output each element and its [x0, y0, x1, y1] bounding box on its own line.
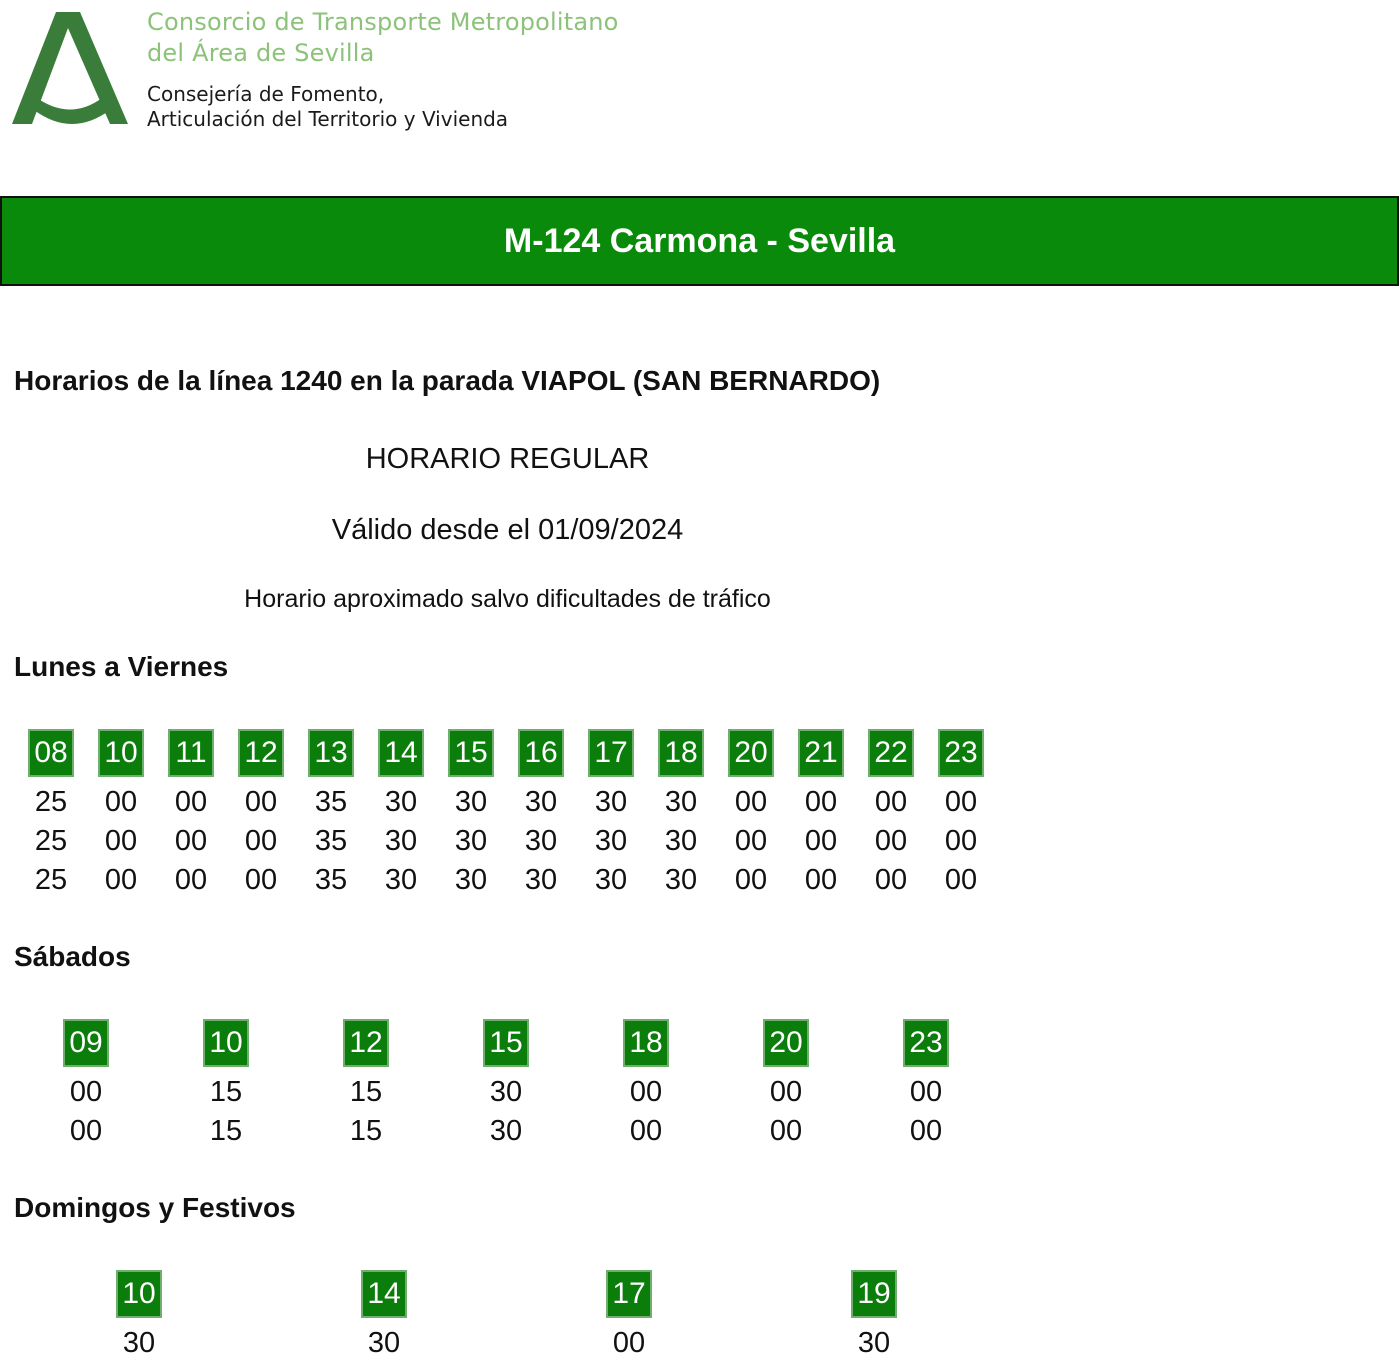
departure-minute: 35: [314, 786, 348, 818]
hour-badge: 19: [851, 1270, 897, 1318]
departure-minute: 30: [454, 786, 488, 818]
departure-minute: 00: [104, 786, 138, 818]
schedule-column: [436, 729, 506, 900]
hour-badge: 15: [448, 729, 494, 777]
hour-badge: 16: [518, 729, 564, 777]
departure-minute: 00: [244, 864, 278, 896]
hour-badge: 10: [116, 1270, 162, 1318]
departure-minute: 00: [734, 864, 768, 896]
schedule-column: [786, 729, 856, 900]
schedule-column: [594, 1270, 664, 1363]
departure-minute: 35: [314, 864, 348, 896]
hour-badge: 12: [238, 729, 284, 777]
departure-minute: 30: [594, 825, 628, 857]
valid-from: Válido desde el 01/09/2024: [331, 514, 684, 546]
departure-minute: 00: [944, 864, 978, 896]
departure-minute: 00: [874, 825, 908, 857]
departure-minute: 00: [612, 1327, 646, 1359]
schedule-column: [471, 1019, 541, 1151]
departure-minute: 30: [454, 864, 488, 896]
departure-minute: 30: [664, 864, 698, 896]
departure-minute: 00: [174, 825, 208, 857]
schedule-column: [51, 1019, 121, 1151]
hour-badge: 10: [203, 1019, 249, 1067]
departure-minute: 00: [734, 786, 768, 818]
departure-minute: 00: [804, 825, 838, 857]
hour-badge: 10: [98, 729, 144, 777]
schedule-column: [86, 729, 156, 900]
hour-badge: 12: [343, 1019, 389, 1067]
org-name-line2: del Área de Sevilla: [147, 39, 375, 67]
departure-minute: 30: [594, 864, 628, 896]
departure-minute: 00: [874, 864, 908, 896]
schedule-column: [296, 729, 366, 900]
hour-badge: 18: [623, 1019, 669, 1067]
departure-minute: 30: [122, 1327, 156, 1359]
schedule-column: [104, 1270, 174, 1363]
departure-minute: 00: [69, 1076, 103, 1108]
department-line1: Consejería de Fomento,: [147, 82, 385, 106]
schedule-column: [856, 729, 926, 900]
departure-minute: 00: [944, 786, 978, 818]
departure-minute: 30: [454, 825, 488, 857]
departure-minute: 30: [384, 864, 418, 896]
stop-heading: Horarios de la línea 1240 en la parada VIAPOL (SAN BERNARDO): [14, 365, 881, 396]
hour-badge: 18: [658, 729, 704, 777]
departure-minute: 00: [174, 864, 208, 896]
departure-minute: 30: [524, 864, 558, 896]
sundays-title: Domingos y Festivos: [14, 1192, 296, 1223]
hour-badge: 20: [728, 729, 774, 777]
departure-minute: 00: [629, 1115, 663, 1147]
schedule-column: [611, 1019, 681, 1151]
departure-minute: 00: [174, 786, 208, 818]
departure-minute: 00: [734, 825, 768, 857]
hour-badge: 20: [763, 1019, 809, 1067]
departure-minute: 00: [244, 825, 278, 857]
departure-minute: 30: [489, 1076, 523, 1108]
hour-badge: 21: [798, 729, 844, 777]
schedule-column: [891, 1019, 961, 1151]
schedule-column: [716, 729, 786, 900]
departure-minute: 15: [349, 1115, 383, 1147]
schedule-column: [16, 729, 86, 900]
departure-minute: 00: [769, 1076, 803, 1108]
departure-minute: 00: [909, 1115, 943, 1147]
departure-minute: 25: [34, 825, 68, 857]
route-title: M-124 Carmona - Sevilla: [503, 221, 896, 260]
hour-badge: 17: [606, 1270, 652, 1318]
departure-minute: 30: [384, 786, 418, 818]
schedule-column: [331, 1019, 401, 1151]
departure-minute: 30: [857, 1327, 891, 1359]
hour-badge: 11: [168, 729, 214, 777]
departure-minute: 30: [367, 1327, 401, 1359]
schedule-column: [349, 1270, 419, 1363]
departure-minute: 15: [209, 1115, 243, 1147]
schedule-type: HORARIO REGULAR: [365, 443, 650, 475]
departure-minute: 15: [209, 1076, 243, 1108]
route-title-bar: [0, 196, 1399, 286]
org-name-line1: Consorcio de Transporte Metropolitano: [147, 8, 619, 36]
schedule-column: [226, 729, 296, 900]
departure-minute: 25: [34, 786, 68, 818]
departure-minute: 00: [944, 825, 978, 857]
schedule-column: [506, 729, 576, 900]
hour-badge: 23: [938, 729, 984, 777]
schedule-column: [156, 729, 226, 900]
hour-badge: 22: [868, 729, 914, 777]
departure-minute: 30: [594, 786, 628, 818]
hour-badge: 23: [903, 1019, 949, 1067]
saturdays-title: Sábados: [14, 941, 131, 972]
schedule-column: [646, 729, 716, 900]
hour-badge: 09: [63, 1019, 109, 1067]
departure-minute: 00: [909, 1076, 943, 1108]
schedule-column: [576, 729, 646, 900]
departure-minute: 15: [349, 1076, 383, 1108]
departure-minute: 00: [874, 786, 908, 818]
departure-minute: 00: [629, 1076, 663, 1108]
hour-badge: 14: [361, 1270, 407, 1318]
hour-badge: 13: [308, 729, 354, 777]
departure-minute: 30: [489, 1115, 523, 1147]
departure-minute: 30: [664, 786, 698, 818]
departure-minute: 00: [104, 825, 138, 857]
junta-andalucia-logo: [10, 10, 132, 128]
schedule-column: [366, 729, 436, 900]
schedule-column: [191, 1019, 261, 1151]
departure-minute: 30: [524, 786, 558, 818]
departure-minute: 30: [524, 825, 558, 857]
departure-minute: 00: [69, 1115, 103, 1147]
departure-minute: 30: [384, 825, 418, 857]
departure-minute: 25: [34, 864, 68, 896]
schedule-column: [839, 1270, 909, 1363]
hour-badge: 08: [28, 729, 74, 777]
hour-badge: 15: [483, 1019, 529, 1067]
departure-minute: 00: [804, 864, 838, 896]
schedule-column: [926, 729, 996, 900]
weekdays-title: Lunes a Viernes: [14, 651, 229, 682]
hour-badge: 14: [378, 729, 424, 777]
traffic-note: Horario aproximado salvo dificultades de tráfico: [244, 585, 771, 613]
schedule-column: [751, 1019, 821, 1151]
departure-minute: 00: [804, 786, 838, 818]
departure-minute: 30: [664, 825, 698, 857]
department-line2: Articulación del Territorio y Vivienda: [147, 107, 509, 131]
departure-minute: 00: [769, 1115, 803, 1147]
departure-minute: 00: [244, 786, 278, 818]
departure-minute: 35: [314, 825, 348, 857]
hour-badge: 17: [588, 729, 634, 777]
departure-minute: 00: [104, 864, 138, 896]
